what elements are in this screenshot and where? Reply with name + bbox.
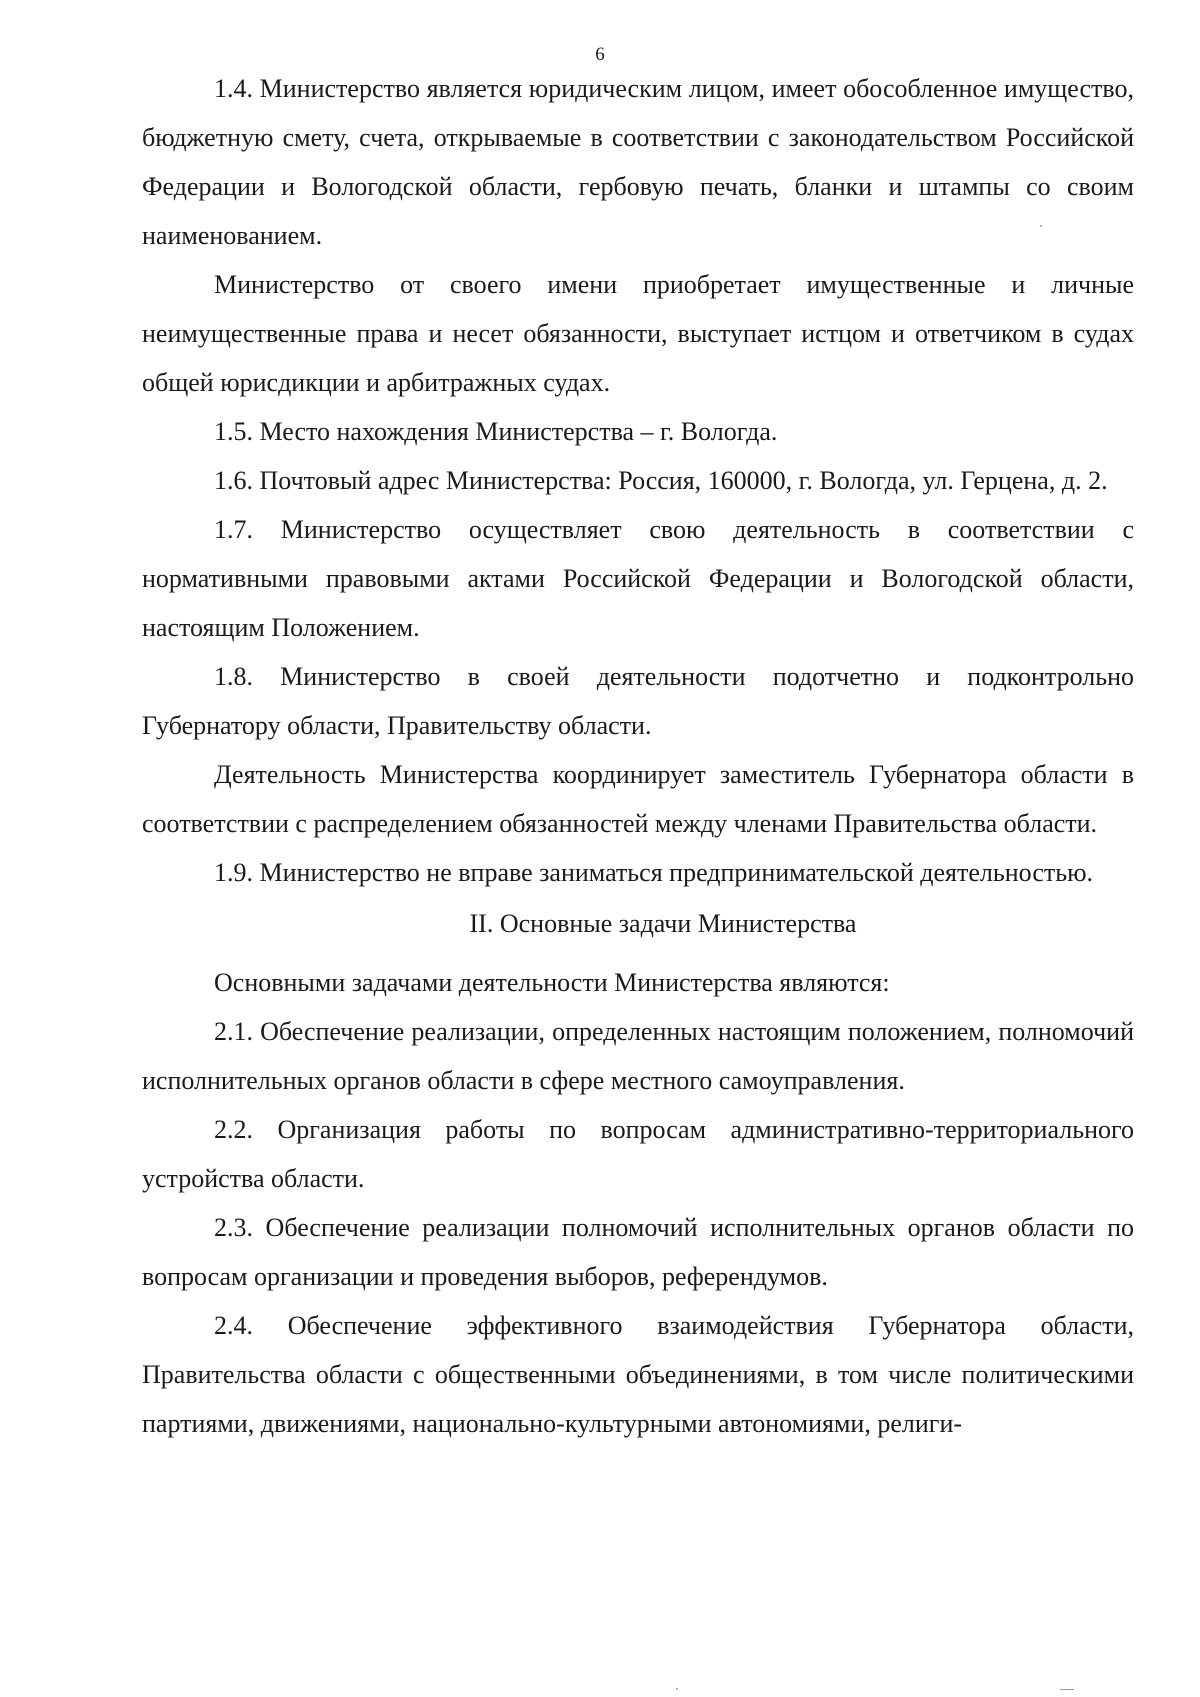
paragraph-1-6: 1.6. Почтовый адрес Министерства: Россия, 160000, г. Вологда, ул. Герцена, д. 2. [214, 466, 1108, 495]
paragraph-1-7: 1.7. Министерство осуществляет свою деятельность в соответствии с нормативными правовыми актами Российской Федерации и Вологодской области, настоящим Положением. [142, 515, 1134, 642]
paragraph-1-9: 1.9. Министерство не вправе заниматься предпринимательской деятельностью. [214, 858, 1093, 887]
paragraph-2-1: 2.1. Обеспечение реализации, определенных настоящим положением, полномочий исполнительных органов области в сфере местного самоуправления. [142, 1017, 1134, 1095]
page-number: 6 [595, 44, 605, 65]
scan-speck [676, 1688, 678, 1690]
paragraph-1-5: 1.5. Место нахождения Министерства – г. Вологда. [214, 417, 778, 446]
paragraph-2-2: 2.2. Организация работы по вопросам административно-территориального устройства области. [142, 1115, 1134, 1193]
paragraph-2-3: 2.3. Обеспечение реализации полномочий исполнительных органов области по вопросам организации и проведения выборов, референдумов. [142, 1213, 1134, 1291]
paragraph-rights: Министерство от своего имени приобретает имущественные и личные неимущественные права и несет обязанности, выступает истцом и ответчиком в судах общей юрисдикции и арбитражных судах. [142, 270, 1134, 397]
document-body [142, 64, 1134, 1448]
paragraph-1-4: 1.4. Министерство является юридическим лицом, имеет обособленное имущество, бюджетную смету, счета, открываемые в соответствии с законодательством Российской Федерации и Вологодской области, гербовую печать, бланки и штампы со своим наименованием. [142, 74, 1134, 250]
scan-speck [1040, 225, 1042, 227]
section-heading: II. Основные задачи Министерства [469, 909, 857, 938]
paragraph-coordination: Деятельность Министерства координирует заместитель Губернатора области в соответствии с распределением обязанностей между членами Правительства области. [142, 760, 1134, 838]
paragraph-tasks-intro: Основными задачами деятельности Министерства являются: [214, 968, 890, 997]
paragraph-2-4: 2.4. Обеспечение эффективного взаимодействия Губернатора области, Правительства области с общественными объединениями, в том числе политическими партиями, движениями, национально-культурными автономиями, религи- [142, 1311, 1134, 1438]
paragraph-1-8: 1.8. Министерство в своей деятельности подотчетно и подконтрольно Губернатору области, Правительству области. [142, 662, 1134, 740]
scan-speck [1060, 1689, 1074, 1690]
